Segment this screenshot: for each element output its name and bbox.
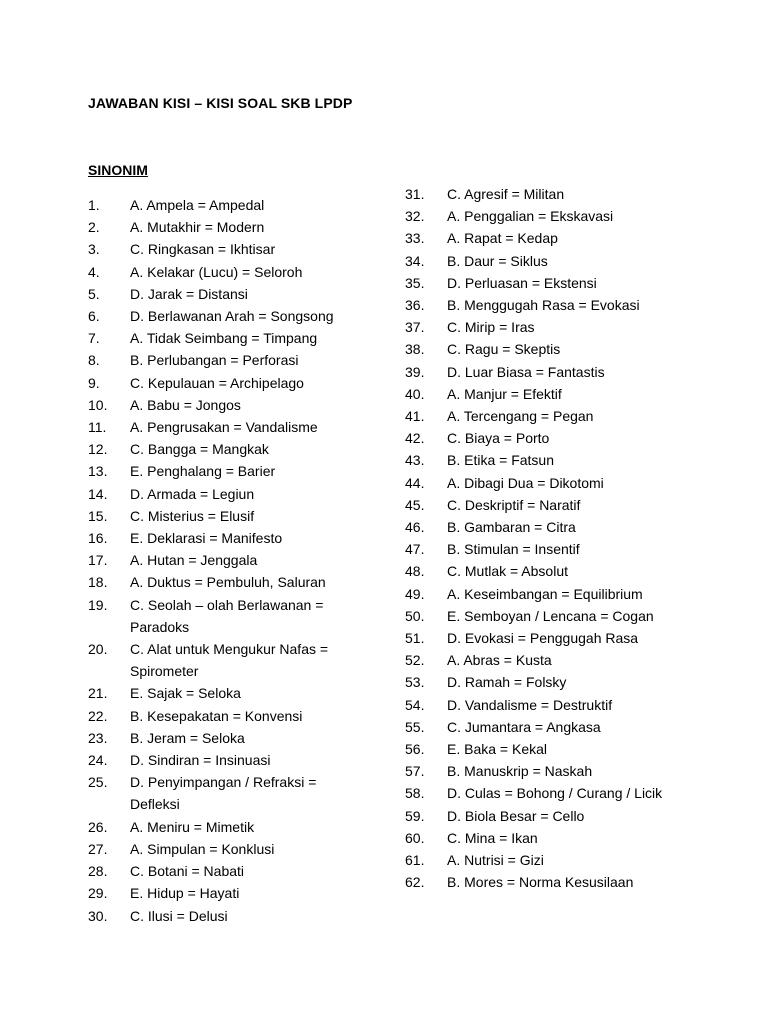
item-answer: D. Luar Biasa = Fantastis	[447, 363, 605, 380]
list-item	[405, 472, 705, 494]
item-answer: B. Kesepakatan = Konvensi	[130, 707, 303, 724]
item-answer: A. Penggalian = Ekskavasi	[447, 208, 614, 225]
list-item	[405, 849, 705, 871]
list-item	[88, 372, 388, 394]
item-answer: B. Menggugah Rasa = Evokasi	[447, 297, 640, 314]
item-number: 29.	[88, 885, 108, 902]
item-number: 4.	[88, 263, 100, 280]
item-number: 46.	[405, 519, 425, 536]
item-answer: D. Biola Besar = Cello	[447, 807, 585, 824]
answer-list-right	[405, 183, 705, 894]
list-item	[405, 405, 705, 427]
item-answer: A. Abras = Kusta	[447, 652, 552, 669]
list-item	[88, 594, 388, 638]
list-item	[405, 205, 705, 227]
item-answer: A. Duktus = Pembuluh, Saluran	[130, 574, 326, 591]
item-answer: C. Botani = Nabati	[130, 863, 245, 880]
item-answer: D. Ramah = Folsky	[447, 674, 567, 691]
item-number: 33.	[405, 230, 425, 247]
item-answer: D. Armada = Legiun	[130, 485, 255, 502]
item-number: 7.	[88, 330, 100, 347]
item-number: 19.	[88, 596, 108, 613]
item-answer: D. Jarak = Distansi	[130, 285, 248, 302]
list-item	[88, 194, 388, 216]
item-answer: B. Perlubangan = Perforasi	[130, 352, 299, 369]
list-item	[88, 261, 388, 283]
item-number: 36.	[405, 297, 425, 314]
item-answer: E. Semboyan / Lencana = Cogan	[447, 607, 654, 624]
item-answer: A. Babu = Jongos	[130, 396, 241, 413]
list-item	[405, 649, 705, 671]
list-item	[405, 760, 705, 782]
item-number: 57.	[405, 763, 425, 780]
item-answer: C. Alat untuk Mengukur Nafas = Spirometer	[130, 641, 329, 680]
list-item	[88, 638, 388, 682]
item-answer: C. Mirip = Iras	[447, 319, 535, 336]
item-number: 17.	[88, 552, 108, 569]
item-number: 59.	[405, 807, 425, 824]
list-item	[405, 583, 705, 605]
list-item	[88, 283, 388, 305]
list-item	[88, 216, 388, 238]
item-answer: A. Keseimbangan = Equilibrium	[447, 585, 643, 602]
list-item	[88, 238, 388, 260]
item-number: 25.	[88, 774, 108, 791]
section-heading: SINONIM	[88, 162, 148, 178]
item-answer: C. Ringkasan = Ikhtisar	[130, 241, 276, 258]
list-item	[88, 416, 388, 438]
item-number: 12.	[88, 441, 108, 458]
list-item	[88, 571, 388, 593]
item-answer: C. Ragu = Skeptis	[447, 341, 561, 358]
item-number: 48.	[405, 563, 425, 580]
item-number: 50.	[405, 607, 425, 624]
item-answer: A. Tidak Seimbang = Timpang	[130, 330, 318, 347]
list-item	[405, 694, 705, 716]
item-number: 13.	[88, 463, 108, 480]
item-number: 39.	[405, 363, 425, 380]
item-number: 35.	[405, 274, 425, 291]
list-item	[405, 183, 705, 205]
list-item	[405, 716, 705, 738]
item-number: 32.	[405, 208, 425, 225]
list-item	[405, 671, 705, 693]
item-number: 27.	[88, 840, 108, 857]
item-number: 11.	[88, 419, 107, 436]
item-answer: A. Ampela = Ampedal	[130, 197, 265, 213]
item-number: 8.	[88, 352, 100, 369]
list-item	[405, 827, 705, 849]
item-answer: D. Perluasan = Ekstensi	[447, 274, 597, 291]
item-answer: C. Kepulauan = Archipelago	[130, 374, 304, 391]
document-title: JAWABAN KISI – KISI SOAL SKB LPDP	[88, 95, 353, 111]
list-item	[405, 338, 705, 360]
list-item	[405, 494, 705, 516]
item-answer: B. Manuskrip = Naskah	[447, 763, 593, 780]
list-item	[88, 394, 388, 416]
item-answer: C. Misterius = Elusif	[130, 507, 255, 524]
list-item	[88, 905, 388, 927]
item-number: 47.	[405, 541, 425, 558]
item-answer: C. Bangga = Mangkak	[130, 441, 269, 458]
item-answer: A. Meniru = Mimetik	[130, 818, 255, 835]
item-number: 53.	[405, 674, 425, 691]
list-item	[405, 361, 705, 383]
item-answer: B. Daur = Siklus	[447, 252, 548, 269]
item-answer: E. Baka = Kekal	[447, 741, 548, 758]
item-answer: B. Etika = Fatsun	[447, 452, 554, 469]
list-item	[405, 294, 705, 316]
item-number: 45.	[405, 496, 425, 513]
item-answer: E. Hidup = Hayati	[130, 885, 240, 902]
item-answer: C. Mutlak = Absolut	[447, 563, 569, 580]
list-item	[88, 682, 388, 704]
item-number: 6.	[88, 308, 100, 325]
item-number: 61.	[405, 852, 425, 869]
item-answer: C. Ilusi = Delusi	[130, 907, 228, 924]
item-answer: C. Seolah – olah Berlawanan = Paradoks	[130, 596, 324, 635]
item-number: 38.	[405, 341, 425, 358]
item-number: 22.	[88, 707, 108, 724]
item-number: 24.	[88, 752, 108, 769]
item-number: 34.	[405, 252, 425, 269]
item-answer: C. Agresif = Militan	[447, 186, 565, 202]
list-item	[88, 305, 388, 327]
item-number: 21.	[88, 685, 108, 702]
item-number: 43.	[405, 452, 425, 469]
item-answer: D. Culas = Bohong / Curang / Licik	[447, 785, 663, 802]
item-answer: A. Simpulan = Konklusi	[130, 840, 275, 857]
list-item	[88, 438, 388, 460]
list-item	[88, 860, 388, 882]
list-item	[405, 871, 705, 893]
item-number: 2.	[88, 219, 100, 236]
list-item	[405, 782, 705, 804]
item-answer: E. Deklarasi = Manifesto	[130, 530, 283, 547]
item-answer: E. Sajak = Seloka	[130, 685, 241, 702]
item-number: 26.	[88, 818, 108, 835]
item-answer: A. Kelakar (Lucu) = Seloroh	[130, 263, 303, 280]
list-item	[405, 605, 705, 627]
item-answer: E. Penghalang = Barier	[130, 463, 276, 480]
item-number: 30.	[88, 907, 108, 924]
list-item	[405, 805, 705, 827]
item-answer: C. Mina = Ikan	[447, 829, 538, 846]
list-item	[405, 250, 705, 272]
list-item	[88, 327, 388, 349]
item-number: 51.	[405, 630, 425, 647]
list-item	[405, 227, 705, 249]
list-item	[88, 527, 388, 549]
item-answer: C. Deskriptif = Naratif	[447, 496, 581, 513]
item-number: 20.	[88, 641, 108, 658]
item-number: 55.	[405, 718, 425, 735]
item-answer: A. Tercengang = Pegan	[447, 408, 594, 425]
item-number: 40.	[405, 385, 425, 402]
item-answer: A. Hutan = Jenggala	[130, 552, 258, 569]
item-answer: A. Nutrisi = Gizi	[447, 852, 544, 869]
item-answer: D. Berlawanan Arah = Songsong	[130, 308, 334, 325]
item-answer: B. Jeram = Seloka	[130, 729, 245, 746]
item-number: 15.	[88, 507, 108, 524]
item-number: 41.	[405, 408, 425, 425]
item-number: 58.	[405, 785, 425, 802]
list-item	[88, 549, 388, 571]
list-item	[88, 882, 388, 904]
item-number: 31.	[405, 186, 425, 202]
list-item	[405, 427, 705, 449]
item-answer: A. Pengrusakan = Vandalisme	[130, 419, 318, 436]
item-number: 18.	[88, 574, 108, 591]
list-item	[405, 449, 705, 471]
item-number: 9.	[88, 374, 100, 391]
item-answer: D. Penyimpangan / Refraksi = Defleksi	[130, 774, 317, 813]
list-item	[405, 538, 705, 560]
list-item	[405, 383, 705, 405]
list-item	[88, 816, 388, 838]
item-answer: D. Evokasi = Penggugah Rasa	[447, 630, 639, 647]
list-item	[88, 483, 388, 505]
item-answer: A. Rapat = Kedap	[447, 230, 558, 247]
list-item	[405, 627, 705, 649]
item-number: 60.	[405, 829, 425, 846]
item-number: 52.	[405, 652, 425, 669]
item-number: 62.	[405, 874, 425, 891]
item-number: 44.	[405, 474, 425, 491]
list-item	[88, 505, 388, 527]
item-number: 10.	[88, 396, 108, 413]
list-item	[88, 705, 388, 727]
list-item	[88, 771, 388, 815]
item-answer: C. Jumantara = Angkasa	[447, 718, 601, 735]
list-item	[88, 749, 388, 771]
item-number: 16.	[88, 530, 108, 547]
item-number: 37.	[405, 319, 425, 336]
answer-list-left	[88, 194, 388, 927]
list-item	[405, 316, 705, 338]
item-number: 14.	[88, 485, 108, 502]
item-number: 28.	[88, 863, 108, 880]
item-answer: B. Gambaran = Citra	[447, 519, 576, 536]
item-number: 1.	[88, 197, 100, 213]
item-number: 23.	[88, 729, 108, 746]
item-answer: A. Manjur = Efektif	[447, 385, 562, 402]
list-item	[405, 272, 705, 294]
item-answer: C. Biaya = Porto	[447, 430, 550, 447]
item-answer: B. Mores = Norma Kesusilaan	[447, 874, 634, 891]
list-item	[405, 516, 705, 538]
item-answer: D. Vandalisme = Destruktif	[447, 696, 613, 713]
item-number: 3.	[88, 241, 100, 258]
list-item	[405, 738, 705, 760]
list-item	[88, 838, 388, 860]
item-answer: D. Sindiran = Insinuasi	[130, 752, 271, 769]
item-number: 42.	[405, 430, 425, 447]
item-number: 49.	[405, 585, 425, 602]
list-item	[88, 460, 388, 482]
item-number: 56.	[405, 741, 425, 758]
list-item	[405, 560, 705, 582]
item-answer: A. Mutakhir = Modern	[130, 219, 265, 236]
item-number: 54.	[405, 696, 425, 713]
list-item	[88, 727, 388, 749]
item-number: 5.	[88, 285, 100, 302]
list-item	[88, 349, 388, 371]
item-answer: A. Dibagi Dua = Dikotomi	[447, 474, 604, 491]
item-answer: B. Stimulan = Insentif	[447, 541, 580, 558]
